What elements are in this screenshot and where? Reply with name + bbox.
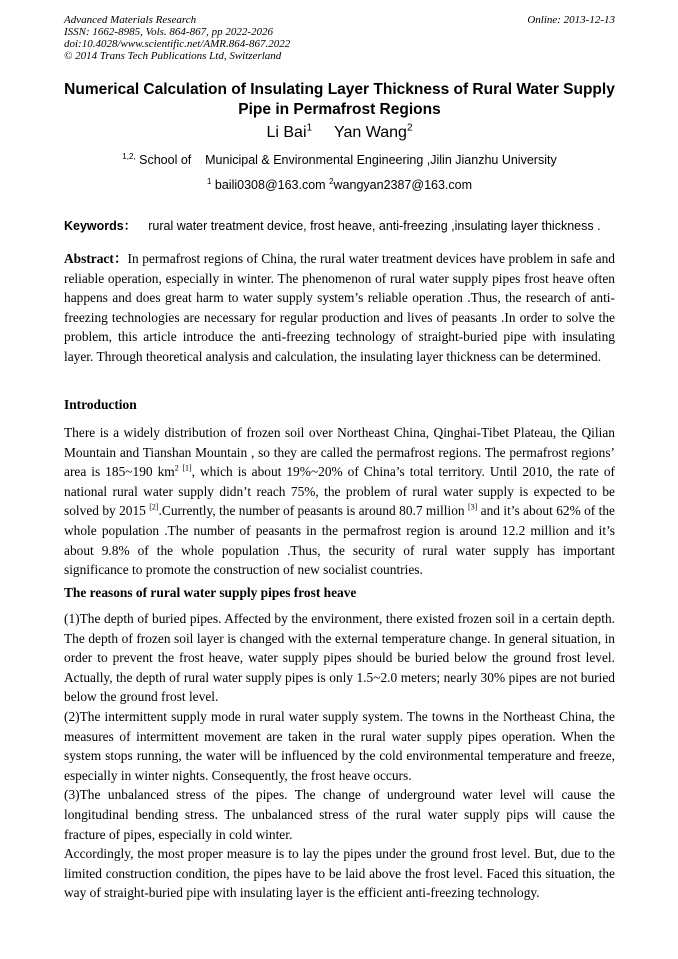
author-sup: 1	[306, 122, 313, 134]
email: wangyan2387@163.com	[333, 178, 473, 192]
paragraph-text: , which is about 19%~20% of China’s total territory. Until 2010, the rate of national rural water supply didn’t reach 75%, the problem of rural water supply is expected to be solved by 2015	[64, 464, 615, 519]
introduction-body	[64, 423, 615, 580]
abstract-text: In permafrost regions of China, the rural water treatment devices have problem in safe and reliable operation, especially in winter. The phenomenon of rural water supply pipes frost heave often happens and does great harm to water supply system’s reliable operation .Thus, the research of anti-freezing technologies are necessary for regular production and lives of peasants .In order to solve the problem, this article introduce the anti-freezing technology of straight-buried pipe with insulating layer. Through theoretical analysis and calculation, the insulating layer thickness can be determined.	[64, 251, 615, 364]
author-sup: 2	[406, 122, 413, 134]
paragraph-text: and it’s about 62% of the whole population .The number of peasants in the permafrost region is around 12.2 million and it’s about 9.8% of the whole population .Thus, the security of rural water supply has important significance to promote the construction of new socialist countries.	[64, 503, 615, 578]
email: baili0308@163.com	[214, 178, 326, 192]
online-date: Online: 2013-12-13	[527, 14, 615, 26]
paragraph: (3)The unbalanced stress of the pipes. The change of underground water level will cause the longitudinal bending stress. The unbalanced stress of the rural water supply pips will cause the fracture of pipes, especially in cold winter.	[64, 787, 615, 842]
doi: doi:10.4028/www.scientific.net/AMR.864-867.2022	[64, 38, 291, 50]
paragraph: (1)The depth of buried pipes. Affected by the environment, there existed frozen soil in a certain depth. The depth of frozen soil layer is changed with the external temperature change. In general situation, in order to prevent the frost heave, water supply pipes should be buried below the ground frost level. Actually, the depth of rural water supply pipes is only 1.5~2.0 meters; nearly 30% pipes are not buried below the ground frost level.	[64, 611, 615, 705]
email-sup: 1	[206, 176, 212, 186]
paragraph: (2)The intermittent supply mode in rural water supply system. The towns in the Northeast China, the measures of intermittent movement are taken in the rural water supply pipes operation. When the system stops running, the water will be influenced by the cold environmental temperature and freeze, especially in winter nights. Consequently, the frost heave occurs.	[64, 708, 615, 783]
abstract	[64, 249, 615, 367]
author-name: Yan Wang	[334, 124, 407, 141]
copyright: © 2014 Trans Tech Publications Ltd, Switzerland	[64, 50, 282, 62]
journal-name: Advanced Materials Research	[64, 14, 197, 26]
affiliation-sup: 1,2,	[122, 151, 136, 161]
authors	[64, 124, 615, 142]
journal-header	[64, 14, 615, 62]
paragraph: Accordingly, the most proper measure is to lay the pipes under the ground frost level. But, due to the limited construction condition, the pipes have to be laid above the frost level. Faced this situation, the way of straight-buried pipe with insulating layer is the efficient anti-freezing technology.	[64, 846, 615, 901]
reasons-heading: The reasons of rural water supply pipes frost heave	[64, 585, 357, 600]
reasons-body	[64, 609, 615, 903]
emails	[64, 178, 615, 192]
citation-superscript: [2]	[149, 502, 159, 512]
affiliation-text: School of Municipal & Environmental Engineering ,Jilin Jianzhu University	[139, 153, 557, 167]
keywords-text: rural water treatment device, frost heave, anti-freezing ,insulating layer thickness .	[148, 219, 601, 233]
introduction-heading: Introduction	[64, 397, 137, 412]
keywords-label: Keywords：	[64, 219, 137, 233]
email-sup: 2	[329, 176, 334, 186]
abstract-label: Abstract：	[64, 251, 128, 266]
citation-superscript: 2 [1]	[174, 463, 192, 473]
issn: ISSN: 1662-8985, Vols. 864-867, pp 2022-2026	[64, 26, 273, 38]
paper-title: Numerical Calculation of Insulating Layer Thickness of Rural Water Supply Pipe in Permafrost Regions	[64, 81, 615, 118]
keywords	[64, 216, 624, 234]
paragraph-text: .Currently, the number of peasants is around 80.7 million	[158, 503, 468, 519]
citation-superscript: [3]	[467, 502, 478, 512]
affiliation	[64, 153, 615, 167]
paragraph-text: There is a widely distribution of frozen soil over Northeast China, Qinghai-Tibet Plateau, the Qilian Mountain and Tianshan Mountain , so they are called the permafrost regions. The permafrost regions’ area is 185~190 km	[64, 425, 615, 480]
author-name: Li Bai	[266, 124, 307, 141]
